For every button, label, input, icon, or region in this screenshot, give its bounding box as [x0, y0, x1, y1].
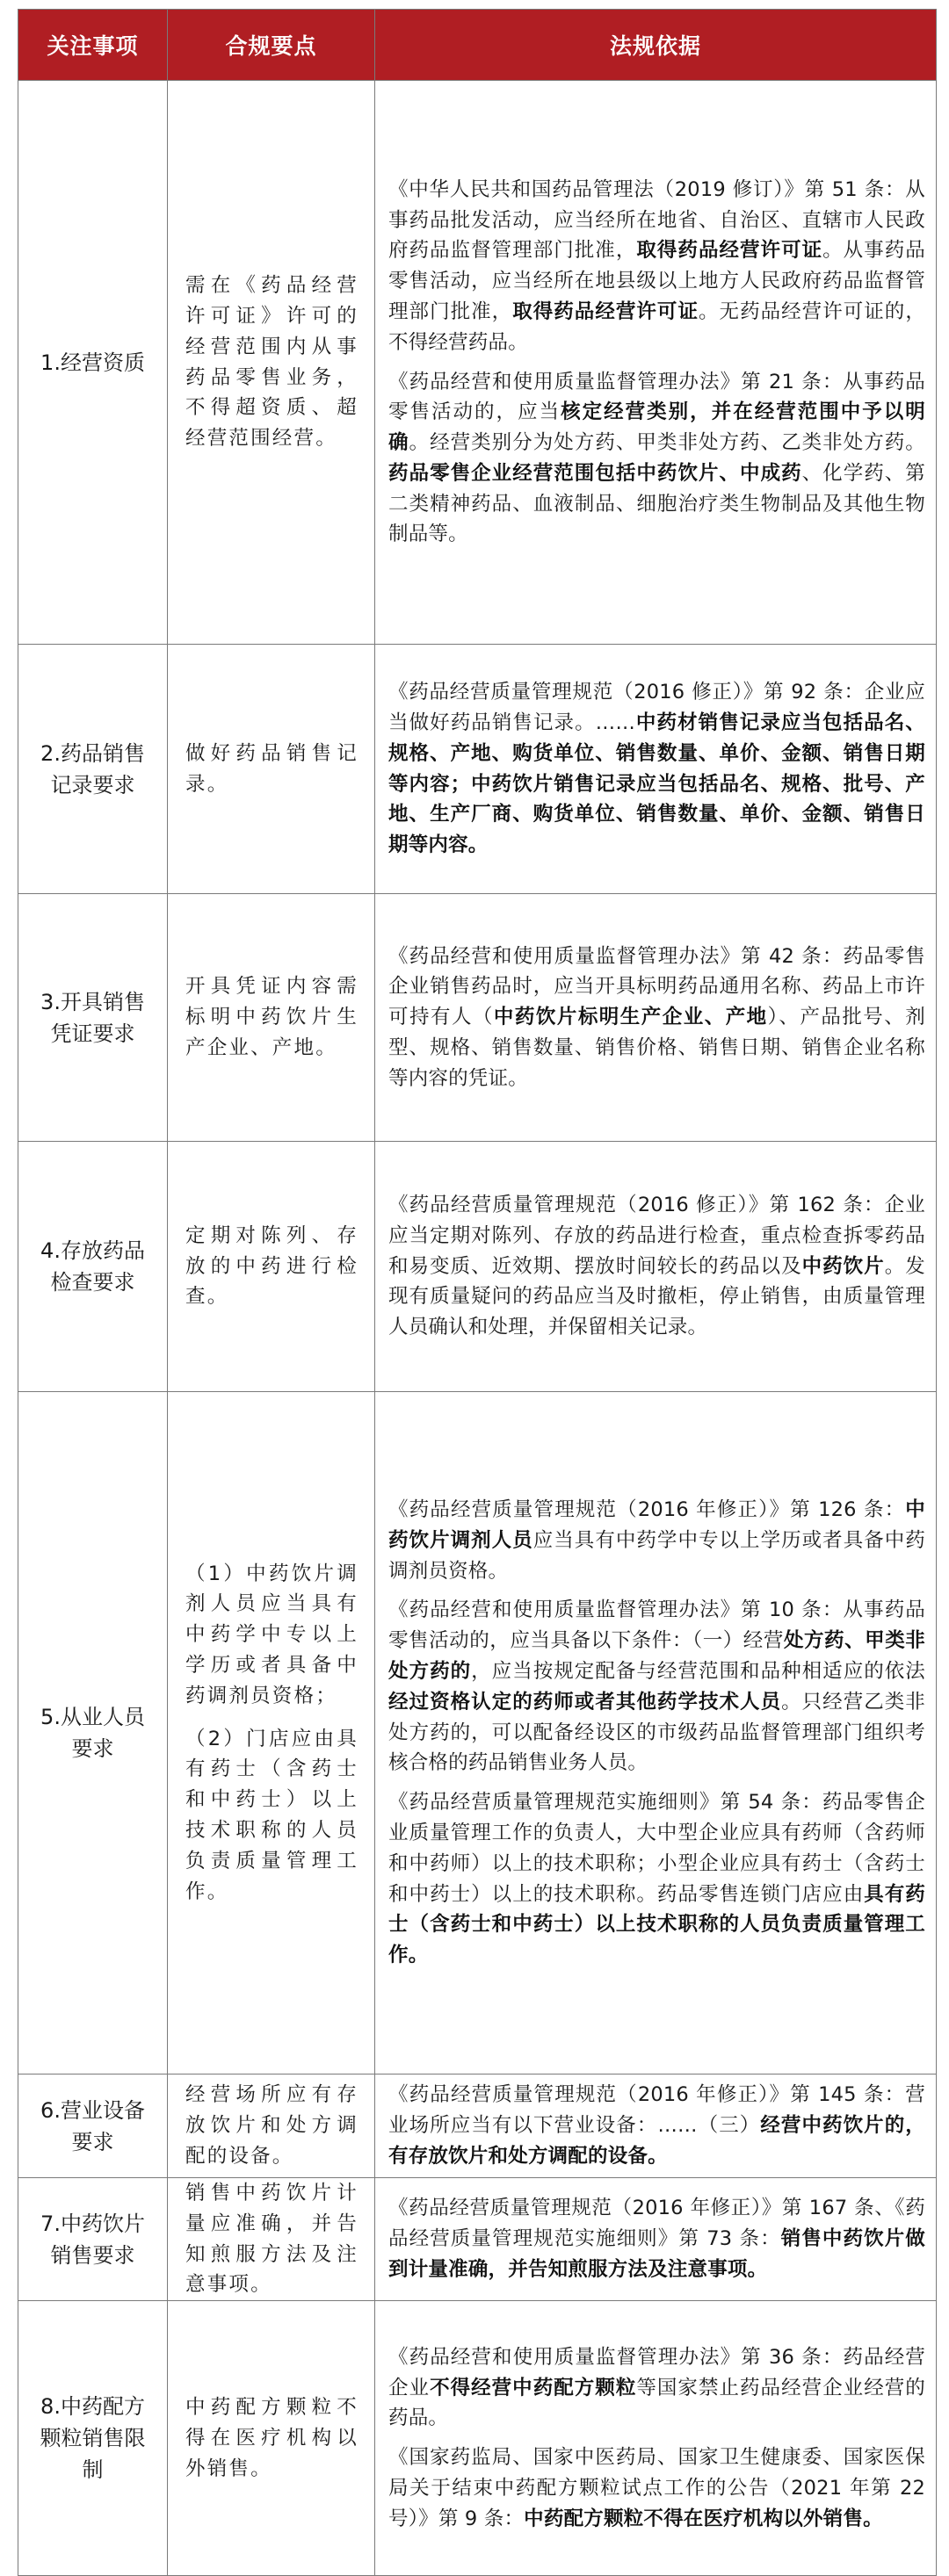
row-requirement: [168, 645, 375, 894]
row-basis: [375, 2301, 937, 2576]
basis-text: 《药品经营质量管理规范（2016 修正）》第 92 条：企业应当做好药品销售记录。……: [388, 681, 925, 734]
row-requirement: [168, 2178, 375, 2301]
table-row: [18, 894, 937, 1142]
table-row: [18, 81, 937, 645]
basis-paragraph: [388, 942, 925, 1094]
row-topic: 3.开具销售凭证要求: [18, 894, 168, 1142]
basis-text: 《药品经营和使用质量监督管理办法》第 21 条：从事药品零售活动的，应当: [388, 370, 925, 424]
basis-paragraph: [388, 1595, 925, 1779]
requirement-paragraph: 中药配方颗粒不得在医疗机构以外销售。: [185, 2395, 359, 2480]
basis-paragraph: [388, 1787, 925, 1971]
basis-paragraph: [388, 1495, 925, 1586]
basis-paragraph: [388, 2080, 925, 2171]
row-basis: [375, 894, 937, 1142]
basis-paragraph: [388, 2443, 925, 2534]
basis-text: 《国家药监局、国家中医药局、国家卫生健康委、国家医保局关于结束中药配方颗粒试点工作的公告（2021 年第 22 号）》第 9 条：: [388, 2446, 925, 2530]
row-topic: 7.中药饮片销售要求: [18, 2178, 168, 2301]
basis-text: ）、产品批号、剂型、规格、销售数量、销售价格、销售日期、销售企业名称等内容的凭证。: [388, 1006, 925, 1090]
basis-text: 《药品经营质量管理规范（2016 年修正）》第 126 条：: [388, 1498, 906, 1522]
basis-emphasis: 经过资格认定的药师或者其他药学技术人员: [388, 1690, 782, 1714]
table-row: [18, 2178, 937, 2301]
basis-paragraph: [388, 677, 925, 861]
basis-text: 《药品经营质量管理规范（2016 年修正）》第 145 条：营业场所应当有以下营业设备：……（三）: [388, 2083, 925, 2138]
compliance-table: [18, 9, 937, 2576]
compliance-table-wrapper: [18, 9, 936, 2576]
table-row: [18, 2301, 937, 2576]
row-basis: [375, 2178, 937, 2301]
basis-paragraph: [388, 1190, 925, 1343]
basis-emphasis: 中药饮片调剂人员: [388, 1498, 925, 1552]
basis-emphasis: 中药饮片: [801, 1254, 885, 1278]
requirement-paragraph: 销售中药饮片计量应准确，并告知煎服方法及注意事项。: [185, 2182, 359, 2297]
basis-text: 《药品经营质量管理规范（2016 修正）》第 162 条：企业应当定期对陈列、存放的药品进行检查，重点检查拆零药品和易变质、近效期、摆放时间较长的药品以及: [388, 1194, 925, 1278]
basis-emphasis: 中药配方颗粒不得在医疗机构以外销售。: [524, 2507, 883, 2530]
basis-text: 《药品经营质量管理规范实施细则》第 54 条：药品零售企业质量管理工作的负责人，大中型企业应具有药师（含药师和中药师）以上的技术职称；小型企业应具有药士（含药士和中药士）以上的技术职称。药品零售连锁门店应由: [388, 1791, 925, 1906]
basis-emphasis: 核定经营类别，并在经营范围中予以明确: [388, 400, 925, 455]
basis-text: 《药品经营和使用质量监督管理办法》第 10 条：从事药品零售活动的，应当具备以下条件：（一）经营: [388, 1598, 925, 1653]
table-row: [18, 2075, 937, 2178]
row-requirement: [168, 2301, 375, 2576]
requirement-paragraph: 需在《药品经营许可证》许可的经营范围内从事药品零售业务，不得超资质、超经营范围经营。: [185, 274, 359, 451]
row-topic: 2.药品销售记录要求: [18, 645, 168, 894]
basis-emphasis: 销售中药饮片做到计量准确，并告知煎服方法及注意事项。: [388, 2227, 925, 2281]
row-requirement: [168, 2075, 375, 2178]
basis-emphasis: 中药材销售记录应当包括品名、规格、产地、购货单位、销售数量、单价、金额、销售日期等内容；中药饮片销售记录应当包括品名、规格、批号、产地、生产厂商、购货单位、销售数量、单价、金额、销售日期等内容。: [388, 711, 925, 857]
basis-text: 、化学药、第二类精神药品、血液制品、细胞治疗类生物制品及其他生物制品等。: [388, 461, 925, 546]
basis-text: 《药品经营质量管理规范（2016 年修正）》第 167 条、《药品经营质量管理规范实施细则》第 73 条：: [388, 2197, 925, 2251]
basis-emphasis: 处方药、甲类非处方药的: [388, 1629, 925, 1683]
basis-emphasis: 经营中药饮片的，有存放饮片和处方调配的设备。: [388, 2114, 925, 2168]
row-topic: 8.中药配方颗粒销售限制: [18, 2301, 168, 2576]
row-requirement: [168, 1392, 375, 2075]
basis-paragraph: [388, 367, 925, 551]
requirement-paragraph: （1）中药饮片调剂人员应当具有中药学中专以上学历或者具备中药调剂员资格；: [185, 1562, 359, 1707]
requirement-paragraph: 开具凭证内容需标明中药饮片生产企业、产地。: [185, 975, 359, 1059]
requirement-paragraph: 经营场所应有存放饮片和处方调配的设备。: [185, 2083, 359, 2168]
basis-emphasis: 中药饮片标明生产企业、产地: [493, 1006, 768, 1029]
row-basis: [375, 1392, 937, 2075]
basis-paragraph: [388, 175, 925, 358]
row-basis: [375, 1142, 937, 1392]
basis-paragraph: [388, 2193, 925, 2284]
basis-text: 。经营类别分为处方药、甲类非处方药、乙类非处方药。: [409, 431, 925, 455]
row-topic: 4.存放药品检查要求: [18, 1142, 168, 1392]
basis-text: 。无药品经营许可证的，不得经营药品。: [388, 299, 926, 354]
table-body: [18, 81, 937, 2576]
row-basis: [375, 2075, 937, 2178]
basis-emphasis: 不得经营中药配方颗粒: [430, 2376, 637, 2399]
basis-text: 。从事药品零售活动，应当经所在地县级以上地方人民政府药品监督管理部门批准，: [388, 239, 925, 323]
basis-paragraph: [388, 2342, 925, 2434]
header-basis: 法规依据: [375, 10, 937, 81]
header-requirement: 合规要点: [168, 10, 375, 81]
basis-text: 《中华人民共和国药品管理法（2019 修订）》第 51 条：从事药品批发活动，应当经所在地省、自治区、直辖市人民政府药品监督管理部门批准，: [388, 177, 925, 263]
basis-text: 等国家禁止药品经营企业经营的药品。: [388, 2376, 925, 2430]
row-basis: [375, 81, 937, 645]
requirement-paragraph: （2）门店应由具有药士（含药士和中药士）以上技术职称的人员负责质量管理工作。: [185, 1727, 359, 1903]
row-topic: 1.经营资质: [18, 81, 168, 645]
basis-emphasis: 取得药品经营许可证: [636, 239, 823, 263]
basis-text: 。只经营乙类非处方药的，可以配备经设区的市级药品监督管理部门组织考核合格的药品销售业务人员。: [388, 1690, 925, 1775]
basis-text: 《药品经营和使用质量监督管理办法》第 36 条：药品经营企业: [388, 2345, 925, 2399]
row-requirement: [168, 81, 375, 645]
basis-emphasis: 药品零售企业经营范围包括中药饮片、中成药: [388, 461, 802, 485]
table-row: [18, 645, 937, 894]
basis-text: 应当具有中药学中专以上学历或者具备中药调剂员资格。: [388, 1528, 925, 1583]
row-topic: 5.从业人员要求: [18, 1392, 168, 2075]
row-basis: [375, 645, 937, 894]
basis-text: ，应当按规定配备与经营范围和品种相适应的依法: [471, 1660, 925, 1683]
requirement-paragraph: 定期对陈列、存放的中药进行检查。: [185, 1223, 359, 1309]
table-header-row: [18, 10, 937, 81]
row-requirement: [168, 1142, 375, 1392]
basis-text: 《药品经营和使用质量监督管理办法》第 42 条：药品零售企业销售药品时，应当开具标明药品通用名称、药品上市许可持有人（: [388, 944, 925, 1029]
row-topic: 6.营业设备要求: [18, 2075, 168, 2178]
table-row: [18, 1392, 937, 2075]
table-row: [18, 1142, 937, 1392]
basis-text: 。发现有质量疑问的药品应当及时撤柜，停止销售，由质量管理人员确认和处理，并保留相关记录。: [388, 1254, 925, 1339]
basis-emphasis: 取得药品经营许可证: [512, 299, 699, 323]
requirement-paragraph: 做好药品销售记录。: [185, 741, 359, 796]
header-topic: 关注事项: [18, 10, 168, 81]
basis-emphasis: 具有药士（含药士和中药士）以上技术职称的人员负责质量管理工作。: [388, 1882, 925, 1967]
row-requirement: [168, 894, 375, 1142]
